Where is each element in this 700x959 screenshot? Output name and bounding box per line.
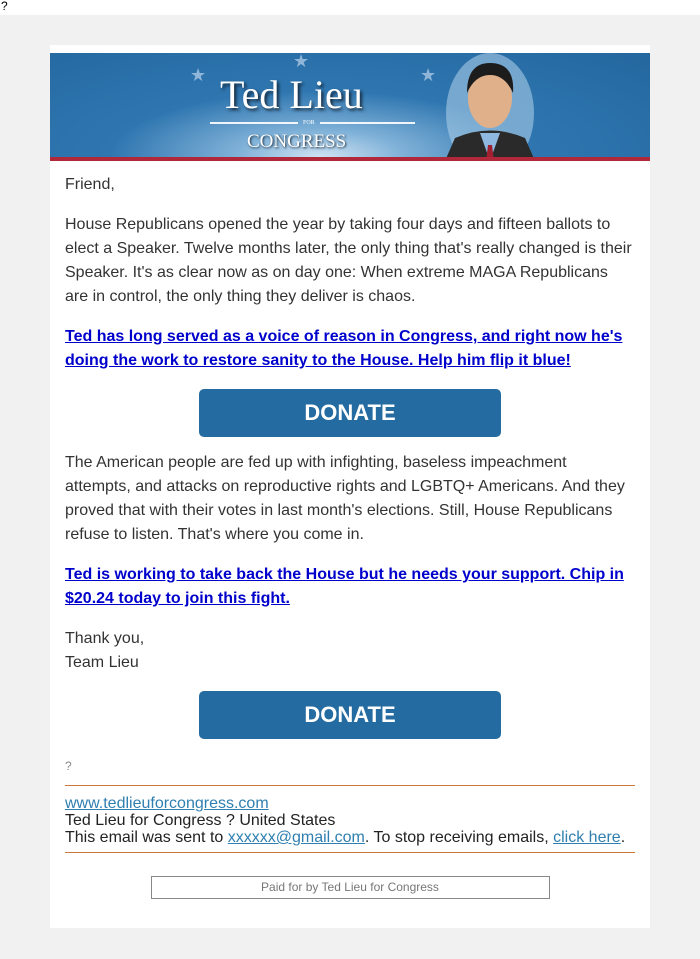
footer — [65, 785, 635, 853]
paragraph: House Republicans opened the year by taking four days and fifteen ballots to elect a Speaker. Twelve months later, the only thing that's really changed is their Speaker. It's as clear now as on day one: When extreme MAGA Republicans are in control, the only thing they deliver is chaos. — [65, 216, 632, 305]
unsubscribe-link[interactable]: click here — [553, 829, 621, 846]
period: . — [620, 829, 626, 846]
broken-char-marker: ? — [0, 0, 700, 15]
logo-for: FOR — [303, 120, 315, 126]
logo-title: Ted Lieu — [220, 72, 363, 117]
star-icon: ★ — [420, 65, 437, 85]
chip-in-link[interactable]: Ted is working to take back the House but he needs your support. Chip in $20.24 today to join this fight. — [65, 566, 624, 607]
website-link[interactable]: www.tedlieuforcongress.com — [65, 795, 269, 812]
divider — [210, 122, 298, 124]
email-body — [50, 45, 650, 928]
logo-congress: CONGRESS — [247, 131, 347, 152]
signature: Team Lieu — [65, 654, 139, 671]
divider — [320, 122, 415, 124]
donate-link[interactable]: Ted has long served as a voice of reason in Congress, and right now he's doing the work to restore sanity to the House. Help him flip it blue! — [65, 328, 623, 369]
paragraph: The American people are fed up with infighting, baseless impeachment attempts, and attacks on reproductive rights and LGBTQ+ Americans. And they proved that with their votes in last month's elections. Still, House Republicans refuse to listen. That's where you come in. — [65, 454, 625, 543]
donate-button[interactable]: DONATE — [199, 691, 501, 739]
org-address: Ted Lieu for Congress ? United States — [65, 812, 336, 829]
star-icon: ★ — [293, 53, 310, 71]
greeting: Friend, — [65, 176, 115, 193]
signoff: Thank you, — [65, 630, 145, 647]
donate-button[interactable]: DONATE — [199, 389, 501, 437]
stop-text: . To stop receiving emails, — [364, 829, 554, 846]
email-link[interactable]: xxxxxx@gmail.com — [227, 829, 365, 846]
candidate-photo — [445, 53, 535, 161]
sent-to-text: This email was sent to — [65, 829, 228, 846]
header-banner — [50, 53, 650, 161]
broken-char: ? — [65, 759, 72, 773]
paid-for-disclaimer: Paid for by Ted Lieu for Congress — [151, 876, 550, 899]
star-icon: ★ — [190, 65, 207, 85]
